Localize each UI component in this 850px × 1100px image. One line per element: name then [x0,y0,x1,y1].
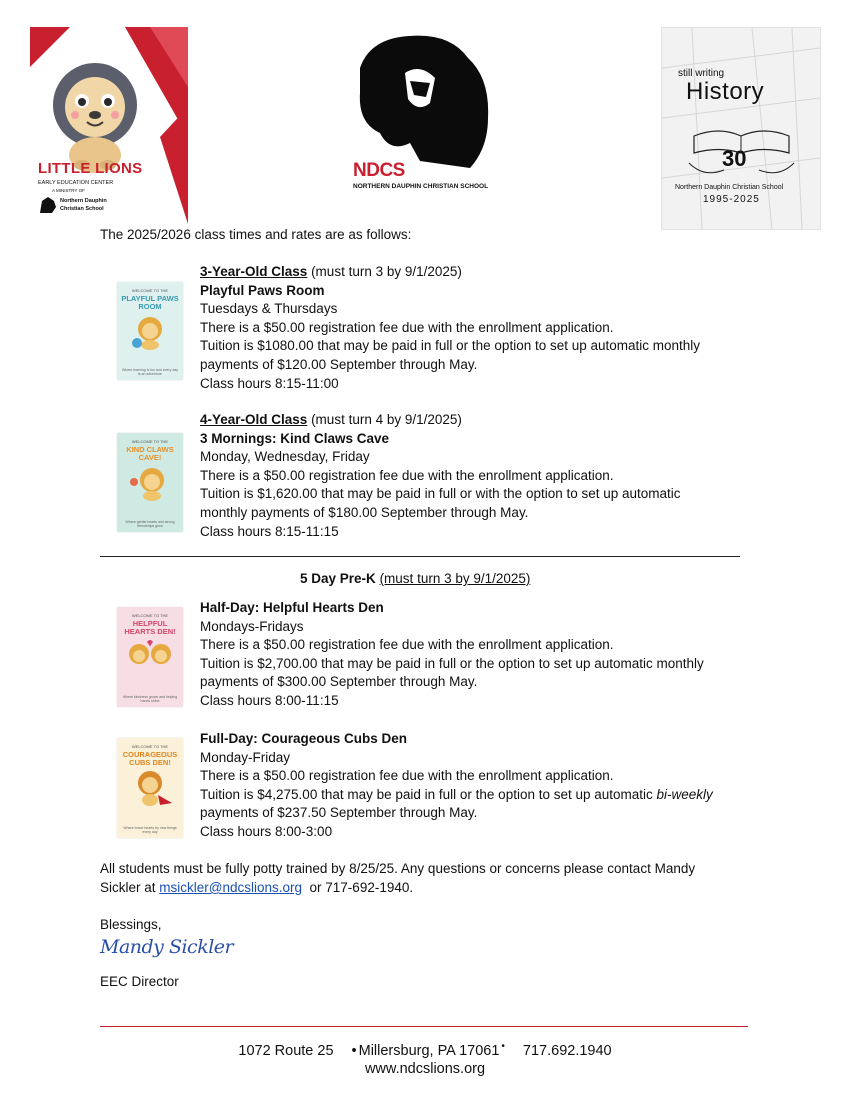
poster-footer: Where kindness grows and helping hands shine [122,695,178,703]
little-lions-sub4: Christian School [60,206,104,212]
footer-bullet: • [501,1041,505,1052]
signature: Mandy Sickler [100,936,234,958]
class-title: 4-Year-Old Class [200,412,308,427]
class-title: 3-Year-Old Class [200,264,308,279]
lion-cub-illustration [117,311,183,351]
class-hours: Class hours 8:00-3:00 [200,823,333,839]
class-room: Full-Day: Courageous Cubs Den [200,731,408,746]
closing-line2-start: Sickler at [100,880,160,895]
footer-divider [100,1026,748,1027]
prek-heading [300,570,530,589]
email-link[interactable]: msickler@ndcslions.org [159,880,303,895]
little-lions-logo [30,27,188,224]
ndcs-abbr: NDCS [353,160,405,181]
history-line2: History [686,78,765,105]
little-lions-sub1: EARLY EDUCATION CENTER [38,180,114,186]
class-tuition-line1: Tuition is $2,700.00 that may be paid in full or the option to set up automatic monthly [200,655,704,671]
class-fee: There is a $50.00 registration fee due with the enrollment application. [200,768,614,784]
prek-requirement: (must turn 3 by 9/1/2025) [379,571,531,586]
class-days: Tuesdays & Thursdays [200,301,338,317]
class-days: Mondays-Fridays [200,618,304,634]
footer-city: Millersburg, PA 17061 [358,1042,500,1059]
class-hours: Class hours 8:00-11:15 [200,692,339,708]
section-divider [100,556,740,557]
class-3yo-section [200,263,700,393]
prek-fullday-section [200,730,713,842]
kind-claws-poster [117,433,183,532]
intro-text: The 2025/2026 class times and rates are as follows: [100,227,412,242]
footer-address: 1072 Route 25 [238,1042,334,1059]
playful-paws-poster [117,282,183,380]
little-lions-sub3: Northern Dauphin [60,198,107,204]
history-anniversary-logo [661,27,821,230]
class-tuition-line2: payments of $237.50 September through May. [200,805,478,821]
helpful-hearts-poster [117,607,183,707]
class-days: Monday-Friday [200,749,291,765]
poster-welcome-text: WELCOME TO THE [131,744,169,749]
footer-phone: 717.692.1940 [522,1042,612,1059]
history-years: 1995-2025 [703,194,760,205]
ndcs-full-name: NORTHERN DAUPHIN CHRISTIAN SCHOOL [353,183,489,190]
poster-footer: Where brave hearts try new things every day [123,826,177,834]
blessings-text: Blessings, [100,917,162,932]
closing-line2 [100,879,413,898]
class-room: 3 Mornings: Kind Claws Cave [200,430,390,446]
poster-heading: PLAYFUL PAWS ROOM [121,294,179,311]
lion-cub-illustration [117,767,183,807]
class-requirement: (must turn 4 by 9/1/2025) [307,412,462,427]
poster-heading: KIND CLAWS CAVE! [126,445,174,462]
class-tuition-emphasis: bi-weekly [656,786,713,802]
footer-address-line [0,1041,850,1059]
ndcs-logo [350,33,498,193]
class-tuition-line1: Tuition is $4,275.00 that may be paid in full or the option to set up automatic [200,786,657,802]
poster-welcome-text: WELCOME TO THE [131,288,169,293]
roaring-lion-icon [350,33,498,168]
history-school: Northern Dauphin Christian School [675,184,784,191]
footer-website: www.ndcslions.org [364,1061,486,1077]
class-fee: There is a $50.00 registration fee due with the enrollment application. [200,637,614,653]
class-tuition-line1: Tuition is $1080.00 that may be paid in full or the option to set up automatic monthly [200,338,701,354]
class-hours: Class hours 8:15-11:15 [200,523,339,539]
poster-footer: Where gentle hearts and strong friendships grow [125,520,175,528]
prek-halfday-section [200,599,704,711]
poster-heading: COURAGEOUS CUBS DEN! [122,750,178,767]
class-fee: There is a $50.00 registration fee due with the enrollment application. [200,467,614,483]
courageous-cubs-poster [117,738,183,838]
poster-heading: HELPFUL HEARTS DEN! [124,619,176,636]
class-fee: There is a $50.00 registration fee due with the enrollment application. [200,319,614,335]
class-room: Playful Paws Room [200,282,325,298]
poster-footer: Where learning is fun and every day is an adventure [121,368,179,376]
lion-cub-illustration [117,462,183,502]
poster-welcome-text: WELCOME TO THE [131,439,169,444]
class-tuition-line2: payments of $120.00 September through May. [200,356,478,372]
class-tuition-line2: payments of $300.00 September through May. [200,674,478,690]
footer-bullet: • [351,1042,357,1059]
little-lions-sub2: A MINISTRY OF [52,188,85,193]
class-requirement: (must turn 3 by 9/1/2025) [307,264,462,279]
history-line1: still writing [678,68,725,79]
director-title: EEC Director [100,974,179,989]
little-lions-name: LITTLE LIONS [38,160,143,177]
class-room: Half-Day: Helpful Hearts Den [200,600,384,615]
history-years-number: 30 [722,146,747,171]
class-tuition-line2: monthly payments of $180.00 September through May. [200,504,529,520]
poster-welcome-text: WELCOME TO THE [131,613,169,618]
class-4yo-section [200,411,681,541]
prek-title: 5 Day Pre-K [300,571,376,586]
lion-cubs-illustration [117,636,183,676]
closing-line1: All students must be fully potty trained by 8/25/25. Any questions or concerns please contact Mandy [100,861,696,876]
class-hours: Class hours 8:15-11:00 [200,375,339,391]
class-tuition-line1: Tuition is $1,620.00 that may be paid in full or with the option to set up automatic [200,486,681,502]
ndcs-mini-lion-icon [38,195,58,215]
closing-line2-end: or 717-692-1940. [302,880,414,895]
class-days: Monday, Wednesday, Friday [200,449,370,465]
